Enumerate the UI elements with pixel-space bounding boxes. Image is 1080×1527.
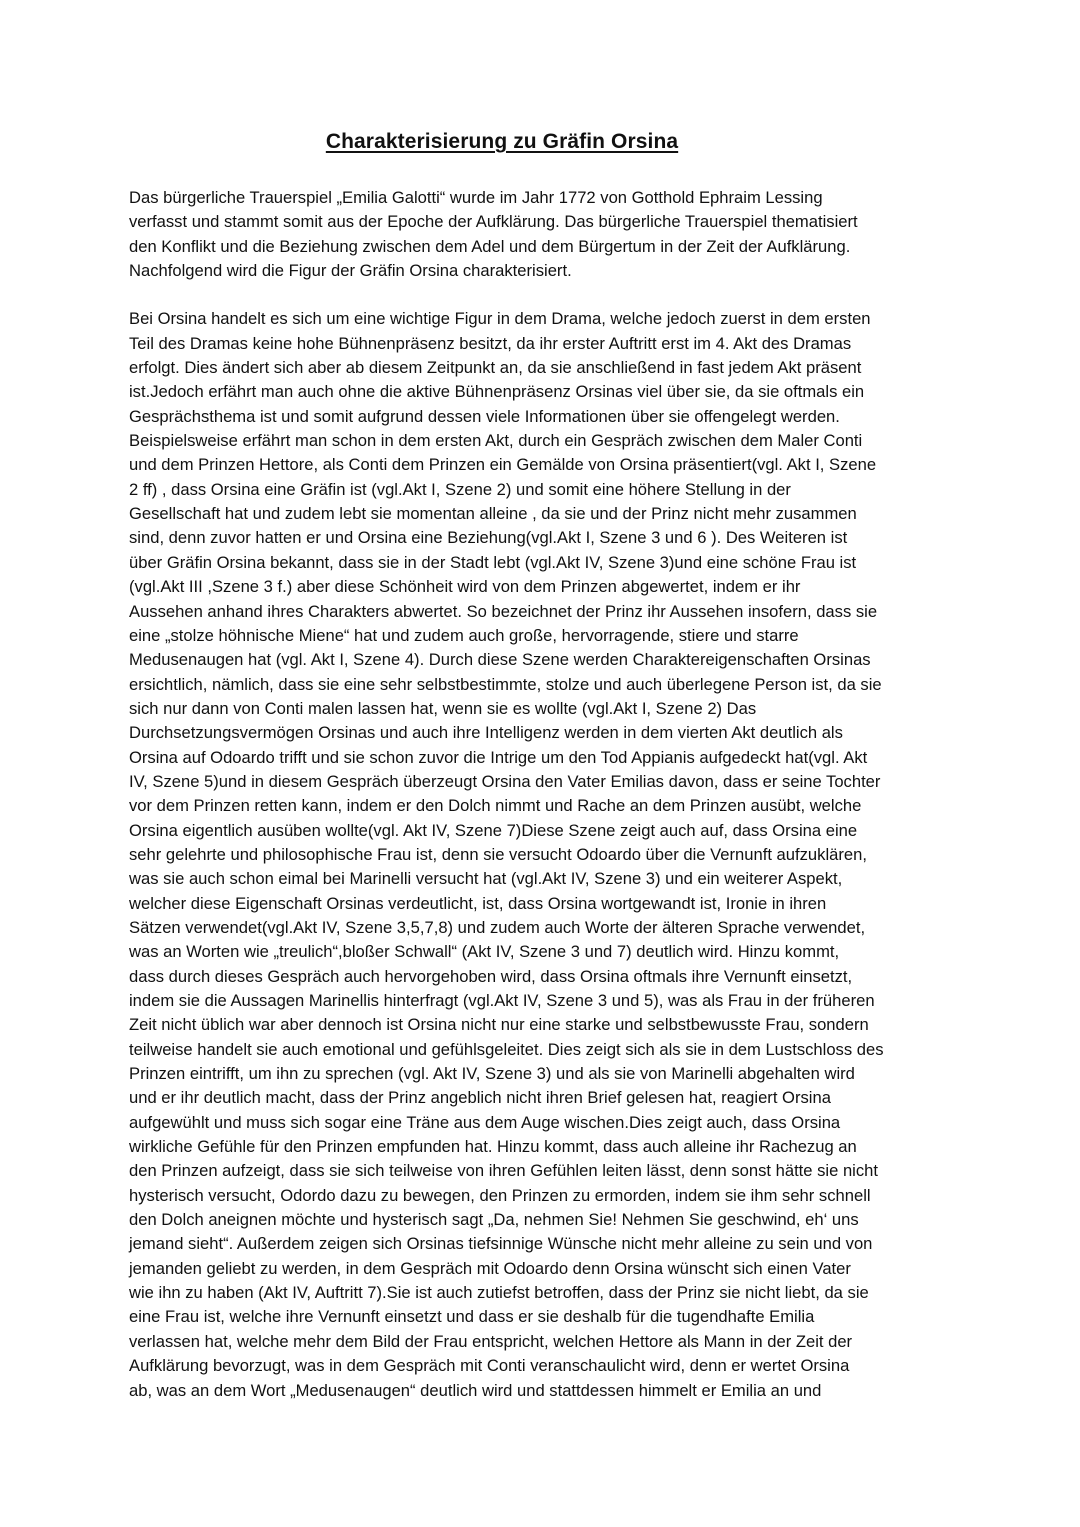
text-line: was sie auch schon eimal bei Marinelli versucht hat (vgl.Akt IV, Szene 3) und ein weiterer Aspekt, bbox=[129, 869, 843, 889]
text-line: teilweise handelt sie auch emotional und gefühlsgeleitet. Dies zeigt sich als sie in dem Lustschloss des bbox=[129, 1039, 884, 1059]
text-line: Zeit nicht üblich war aber dennoch ist Orsina nicht nur eine starke und selbstbewusste Frau, sondern bbox=[129, 1015, 869, 1035]
text-line: IV, Szene 5)und in diesem Gespräch überzeugt Orsina den Vater Emilias davon, dass er seine Tochter bbox=[129, 771, 881, 791]
text-line: sich nur dann von Conti malen lassen hat, wenn sie es wollte (vgl.Akt I, Szene 2) Das bbox=[129, 698, 757, 718]
paragraph-introduction bbox=[129, 186, 959, 283]
text-line: 2 ff) , dass Orsina eine Gräfin ist (vgl.Akt I, Szene 2) und somit eine höhere Stellung in der bbox=[129, 479, 791, 499]
text-line: und dem Prinzen Hettore, als Conti dem Prinzen ein Gemälde von Orsina präsentiert(vgl. Akt I, Szene bbox=[129, 455, 877, 475]
text-line: Aufklärung bevorzugt, was in dem Gespräch mit Conti veranschaulicht wird, denn er wertet Orsina bbox=[129, 1356, 850, 1376]
text-line: Gesellschaft hat und zudem lebt sie momentan alleine , da sie und der Prinz nicht mehr zusammen bbox=[129, 504, 857, 524]
text-line: sind, denn zuvor hatten er und Orsina eine Beziehung(vgl.Akt I, Szene 3 und 6 ). Des Weiteren ist bbox=[129, 528, 848, 548]
text-line: Bei Orsina handelt es sich um eine wichtige Figur in dem Drama, welche jedoch zuerst in dem ersten bbox=[129, 309, 871, 329]
text-line: indem sie die Aussagen Marinellis hinterfragt (vgl.Akt IV, Szene 3 und 5), was als Frau in der früheren bbox=[129, 991, 875, 1010]
text-line: hysterisch versucht, Odordo dazu zu bewegen, den Prinzen zu ermorden, indem sie ihm sehr schnell bbox=[129, 1185, 871, 1205]
text-line: Prinzen eintrifft, um ihn zu sprechen (vgl. Akt IV, Szene 3) und als sie von Marinelli abgehalten wird bbox=[129, 1064, 855, 1084]
text-line: Sätzen verwendet(vgl.Akt IV, Szene 3,5,7,8) und zudem auch Worte der älteren Sprache verwendet, bbox=[129, 917, 866, 937]
text-line: den Dolch aneignen möchte und hysterisch sagt „Da, nehmen Sie! Nehmen Sie geschwind, eh‘ uns bbox=[129, 1210, 859, 1230]
text-line: dass durch dieses Gespräch auch hervorgehoben wird, dass Orsina oftmals ihre Vernunft einsetzt, bbox=[129, 966, 853, 986]
text-line: jemand sieht“. Außerdem zeigen sich Orsinas tiefsinnige Wünsche nicht mehr alleine zu sein und von bbox=[129, 1234, 873, 1254]
text-line: ab, was an dem Wort „Medusenaugen“ deutlich wird und stattdessen himmelt er Emilia an und bbox=[129, 1380, 822, 1400]
text-line: verlassen hat, welche mehr dem Bild der Frau entspricht, welchen Hettore als Mann in der Zeit der bbox=[129, 1331, 853, 1351]
text-line: ist.Jedoch erfährt man auch ohne die aktive Bühnenpräsenz Orsinas viel über sie, da sie oftmals ein bbox=[129, 382, 865, 402]
text-line: verfasst und stammt somit aus der Epoche der Aufklärung. Das bürgerliche Trauerspiel thematisiert bbox=[129, 212, 858, 232]
text-line: eine „stolze höhnische Miene“ hat und zudem auch große, hervorragende, stiere und starre bbox=[129, 625, 799, 645]
text-line: Beispielsweise erfährt man schon in dem ersten Akt, durch ein Gespräch zwischen dem Maler Conti bbox=[129, 431, 863, 451]
text-line: Aussehen anhand ihres Charakters abwertet. So bezeichnet der Prinz ihr Aussehen insofern, dass sie bbox=[129, 601, 878, 621]
text-line: Das bürgerliche Trauerspiel „Emilia Galotti“ wurde im Jahr 1772 von Gotthold Ephraim Lessing bbox=[129, 188, 823, 207]
text-line: Teil des Dramas keine hohe Bühnenpräsenz besitzt, da ihr erster Auftritt erst im 4. Akt des Dramas bbox=[129, 333, 852, 353]
text-line: Gesprächsthema ist und somit aufgrund dessen viele Informationen über sie offengelegt werden. bbox=[129, 406, 840, 426]
text-line: wie ihn zu haben (Akt IV, Auftritt 7).Sie ist auch zutiefst betroffen, dass der Prinz sie nicht liebt, da sie bbox=[129, 1283, 869, 1303]
text-line: Orsina auf Odoardo trifft und sie schon zuvor die Intrige um den Tod Appianis aufgedeckt hat(vgl. Akt bbox=[129, 747, 868, 767]
page-title: Charakterisierung zu Gräfin Orsina bbox=[325, 130, 679, 153]
text-line: ersichtlich, nämlich, dass sie eine sehr selbstbestimmte, stolze und auch überlegene Person ist, da sie bbox=[129, 674, 882, 694]
text-line: wirkliche Gefühle für den Prinzen empfunden hat. Hinzu kommt, dass auch alleine ihr Rachezug an bbox=[129, 1137, 857, 1157]
text-line: und er ihr deutlich macht, dass der Prinz angeblich nicht ihren Brief gelesen hat, reagiert Orsina bbox=[129, 1088, 831, 1108]
document-body bbox=[129, 186, 959, 1403]
text-line: erfolgt. Dies ändert sich aber ab diesem Zeitpunkt an, da sie anschließend in fast jedem Akt präsent bbox=[129, 358, 862, 378]
text-line: sehr gelehrte und philosophische Frau ist, denn sie versucht Odoardo über die Vernunft aufzuklären, bbox=[129, 844, 867, 864]
text-line: Durchsetzungsvermögen Orsinas und auch ihre Intelligenz werden in dem vierten Akt deutlich als bbox=[129, 723, 843, 743]
text-line: den Prinzen aufzeigt, dass sie sich teilweise von ihren Gefühlen leiten lässt, denn sonst hätte sie nicht bbox=[129, 1161, 878, 1181]
text-line: eine Frau ist, welche ihre Vernunft einsetzt und dass er sie deshalb für die tugendhafte Emilia bbox=[129, 1307, 815, 1327]
text-line: den Konflikt und die Beziehung zwischen dem Adel und dem Bürgertum in der Zeit der Aufklärung. bbox=[129, 236, 851, 256]
text-line: Medusenaugen hat (vgl. Akt I, Szene 4). Durch diese Szene werden Charaktereigenschaften Orsinas bbox=[129, 650, 871, 670]
text-line: jemanden geliebt zu werden, in dem Gespräch mit Odoardo denn Orsina wünscht sich einen Vater bbox=[129, 1258, 851, 1278]
text-line: was an Worten wie „treulich“,bloßer Schwall“ (Akt IV, Szene 3 und 7) deutlich wird. Hinzu kommt, bbox=[129, 942, 840, 962]
text-line: welcher diese Eigenschaft Orsinas verdeutlicht, ist, dass Orsina wortgewandt ist, Ironie in ihren bbox=[129, 893, 827, 913]
text-line: vor dem Prinzen retten kann, indem er den Dolch nimmt und Rache an dem Prinzen ausübt, welche bbox=[129, 796, 862, 816]
text-line: über Gräfin Orsina bekannt, dass sie in der Stadt lebt (vgl.Akt IV, Szene 3)und eine schöne Frau ist bbox=[129, 552, 857, 572]
paragraph-characterization bbox=[129, 307, 959, 1402]
text-line: aufgewühlt und muss sich sogar eine Träne aus dem Auge wischen.Dies zeigt auch, dass Orsina bbox=[129, 1112, 841, 1132]
paragraph-gap bbox=[129, 283, 959, 307]
text-line: Nachfolgend wird die Figur der Gräfin Orsina charakterisiert. bbox=[129, 261, 572, 281]
text-line: Orsina eigentlich ausüben wollte(vgl. Akt IV, Szene 7)Diese Szene zeigt auch auf, dass Orsina eine bbox=[129, 820, 858, 840]
text-line: (vgl.Akt III ,Szene 3 f.) aber diese Schönheit wird von dem Prinzen abgewertet, indem er ihr bbox=[129, 577, 801, 597]
